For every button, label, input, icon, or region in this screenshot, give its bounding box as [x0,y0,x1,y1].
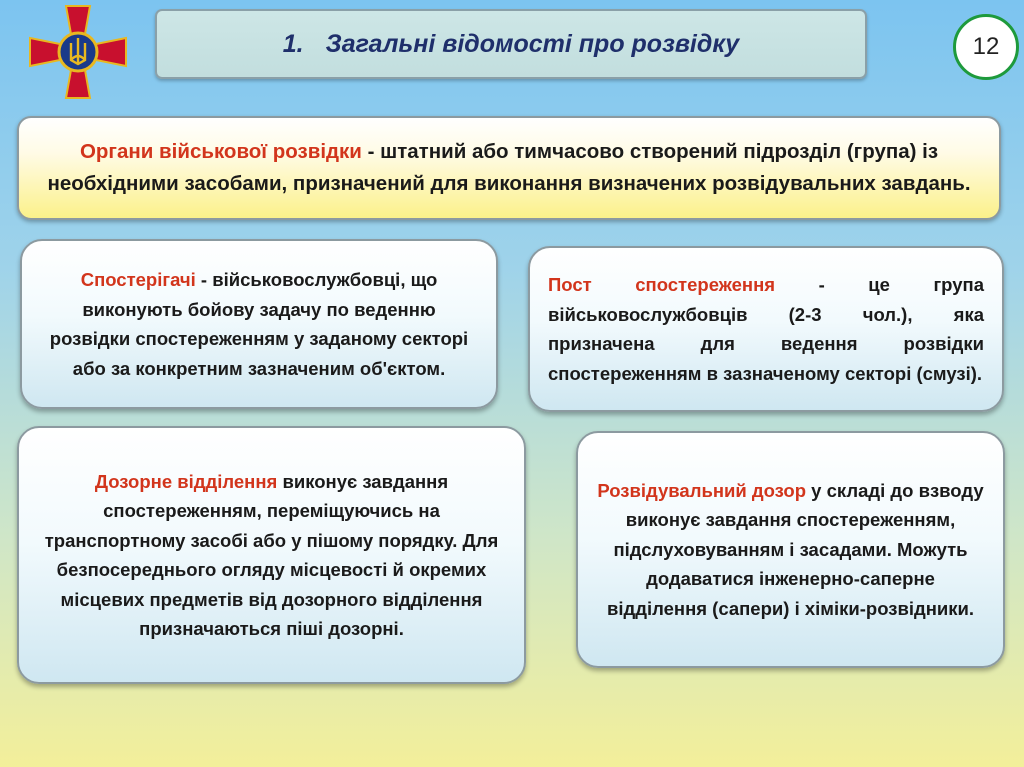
observers-body: - військовослужбовці, що виконують бойову задачу по веденню розвідки спостереженням у заданому секторі або за конкретним зазначеним об'єктом. [49,269,469,379]
slide-title [283,30,739,59]
observation-post-term: Пост спостереження [548,274,776,295]
definition-text [33,136,985,200]
patrol-squad-term: Дозорне відділення [94,470,278,492]
observation-post-text [548,270,984,388]
page-number: 12 [972,33,1000,60]
observers-text [44,265,474,383]
recon-patrol-text [594,476,987,624]
title-number: 1. [282,29,304,58]
patrol-squad-text [41,467,502,644]
recon-patrol-term: Розвідувальний дозор [597,479,807,501]
recon-patrol-card [576,431,1005,668]
patrol-squad-body: виконує завдання спостереженням, переміщуючись на транспортному засобі або у пішому порядку. Для безпосереднього огляду місцевості й окремих місцевих предметів від дозорного відділення призначаються піші дозорні. [44,470,499,639]
observation-post-card [528,246,1004,412]
observation-post-body: - це група військовослужбовців (2-3 чол.), яка призначена для ведення розвідки спостереженням в зазначеному секторі (смузі). [548,274,984,384]
definition-box [17,116,1001,220]
recon-patrol-body: у складі до взводу виконує завдання спостереженням, підслуховуванням і засадами. Можуть додаватися інженерно-саперне відділення (сапери) і хіміки-розвідники. [606,479,984,619]
definition-body: - штатний або тимчасово створений підрозділ (група) із необхідними засобами, призначений для виконання визначених розвідувальних завдань. [47,140,971,195]
page-number-badge [953,14,1019,80]
observers-term: Спостерігачі [80,269,196,290]
armed-forces-emblem-icon [28,4,128,100]
definition-term: Органи військової розвідки [79,140,362,163]
patrol-squad-card [17,426,526,684]
observers-card [20,239,498,409]
title-text: Загальні відомості про розвідку [325,29,740,58]
slide-title-box [155,9,867,79]
